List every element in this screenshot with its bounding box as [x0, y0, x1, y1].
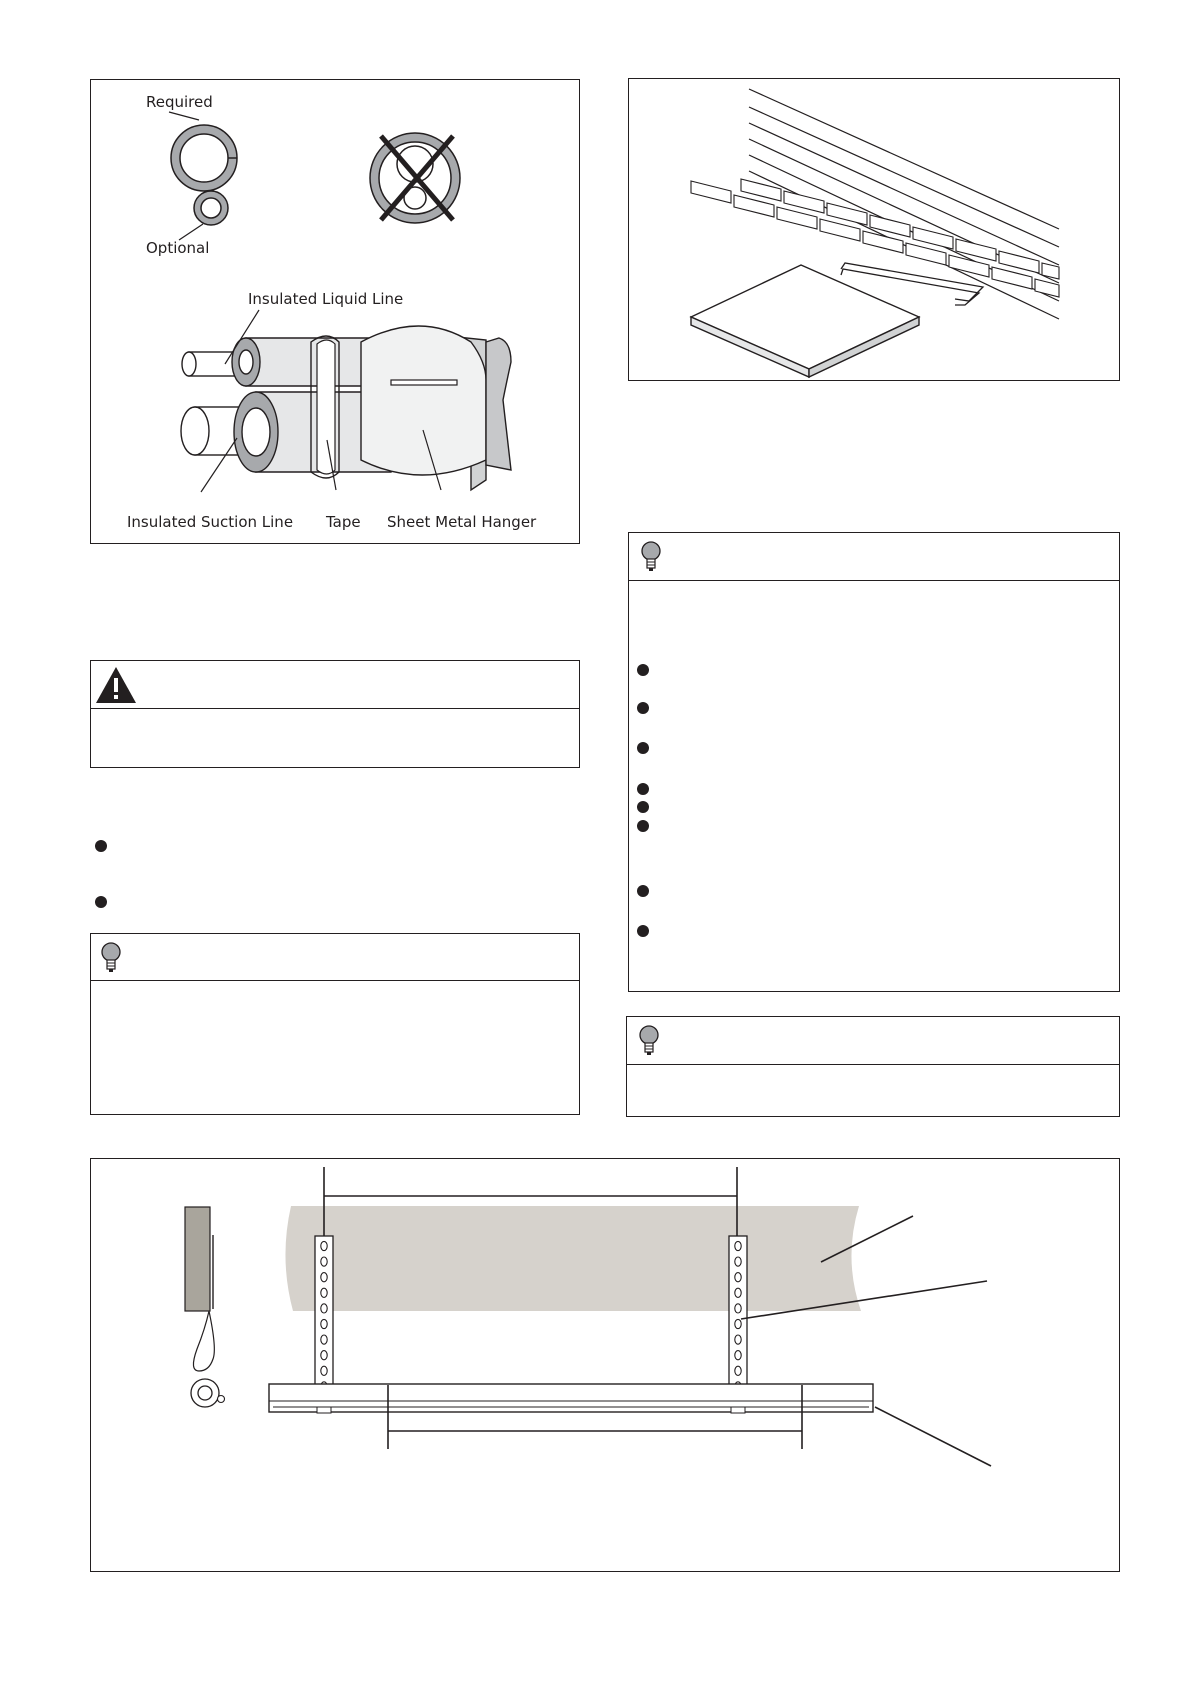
list-bullet — [95, 896, 107, 908]
tip-box-header — [91, 934, 579, 981]
tip-box-right-large — [628, 532, 1120, 992]
strap-hole — [735, 1241, 741, 1250]
wall-pipe-illustration — [629, 79, 1121, 382]
tip-box-header — [627, 1017, 1119, 1065]
list-bullet — [637, 885, 649, 897]
strap-hole — [735, 1288, 741, 1297]
list-bullet — [637, 702, 649, 714]
concrete-pad — [691, 265, 919, 377]
wall-penetration-figure — [628, 78, 1120, 381]
list-bullet — [637, 783, 649, 795]
strap-hole — [321, 1273, 327, 1282]
label-insulated-liquid-line: Insulated Liquid Line — [248, 290, 404, 308]
strap-hole — [735, 1366, 741, 1375]
strap-hole — [735, 1351, 741, 1360]
list-bullet — [637, 925, 649, 937]
strap-hole — [321, 1288, 327, 1297]
label-optional: Optional — [146, 239, 210, 257]
pipe-insulation-figure — [90, 79, 580, 544]
warning-box — [90, 660, 580, 768]
list-bullet — [95, 840, 107, 852]
strap-hole — [735, 1335, 741, 1344]
list-bullet — [637, 801, 649, 813]
strap-hole — [321, 1257, 327, 1266]
list-bullet — [637, 664, 649, 676]
tip-box-header — [629, 533, 1119, 581]
support-channel — [269, 1384, 873, 1413]
required-ring-diagram — [169, 112, 237, 240]
strap-hole — [321, 1351, 327, 1360]
warning-triangle-icon — [93, 664, 139, 706]
perforated-strap-left — [315, 1236, 333, 1398]
strap-hole — [321, 1241, 327, 1250]
strap-hole — [735, 1304, 741, 1313]
incorrect-diagram-crossed — [370, 133, 460, 223]
strap-hole — [321, 1366, 327, 1375]
strap-hole — [321, 1319, 327, 1328]
lightbulb-icon — [637, 1024, 661, 1058]
strap-hole — [735, 1273, 741, 1282]
duct-body — [285, 1206, 861, 1311]
strap-hole — [321, 1335, 327, 1344]
pipe-insulation-illustration — [91, 80, 581, 545]
lightbulb-icon — [639, 540, 663, 574]
strap-hole — [735, 1319, 741, 1328]
perforated-strap-right — [729, 1236, 747, 1398]
tip-box-left — [90, 933, 580, 1115]
insulated-pipes-hanger-illustration — [181, 310, 511, 492]
label-sheet-metal-hanger: Sheet Metal Hanger — [387, 513, 537, 531]
duct-hanger-figure — [90, 1158, 1120, 1572]
duct-hanger-illustration — [91, 1159, 1121, 1573]
label-insulated-suction-line: Insulated Suction Line — [127, 513, 294, 531]
strap-hole — [321, 1304, 327, 1313]
warning-box-header — [91, 661, 579, 709]
lightbulb-icon — [99, 941, 123, 975]
list-bullet — [637, 820, 649, 832]
label-required: Required — [146, 93, 213, 111]
brick-foundation — [691, 179, 1059, 297]
strap-hole — [735, 1257, 741, 1266]
strap-side-profile — [185, 1207, 225, 1407]
list-bullet — [637, 742, 649, 754]
label-tape: Tape — [326, 513, 361, 531]
tip-box-right-small — [626, 1016, 1120, 1117]
